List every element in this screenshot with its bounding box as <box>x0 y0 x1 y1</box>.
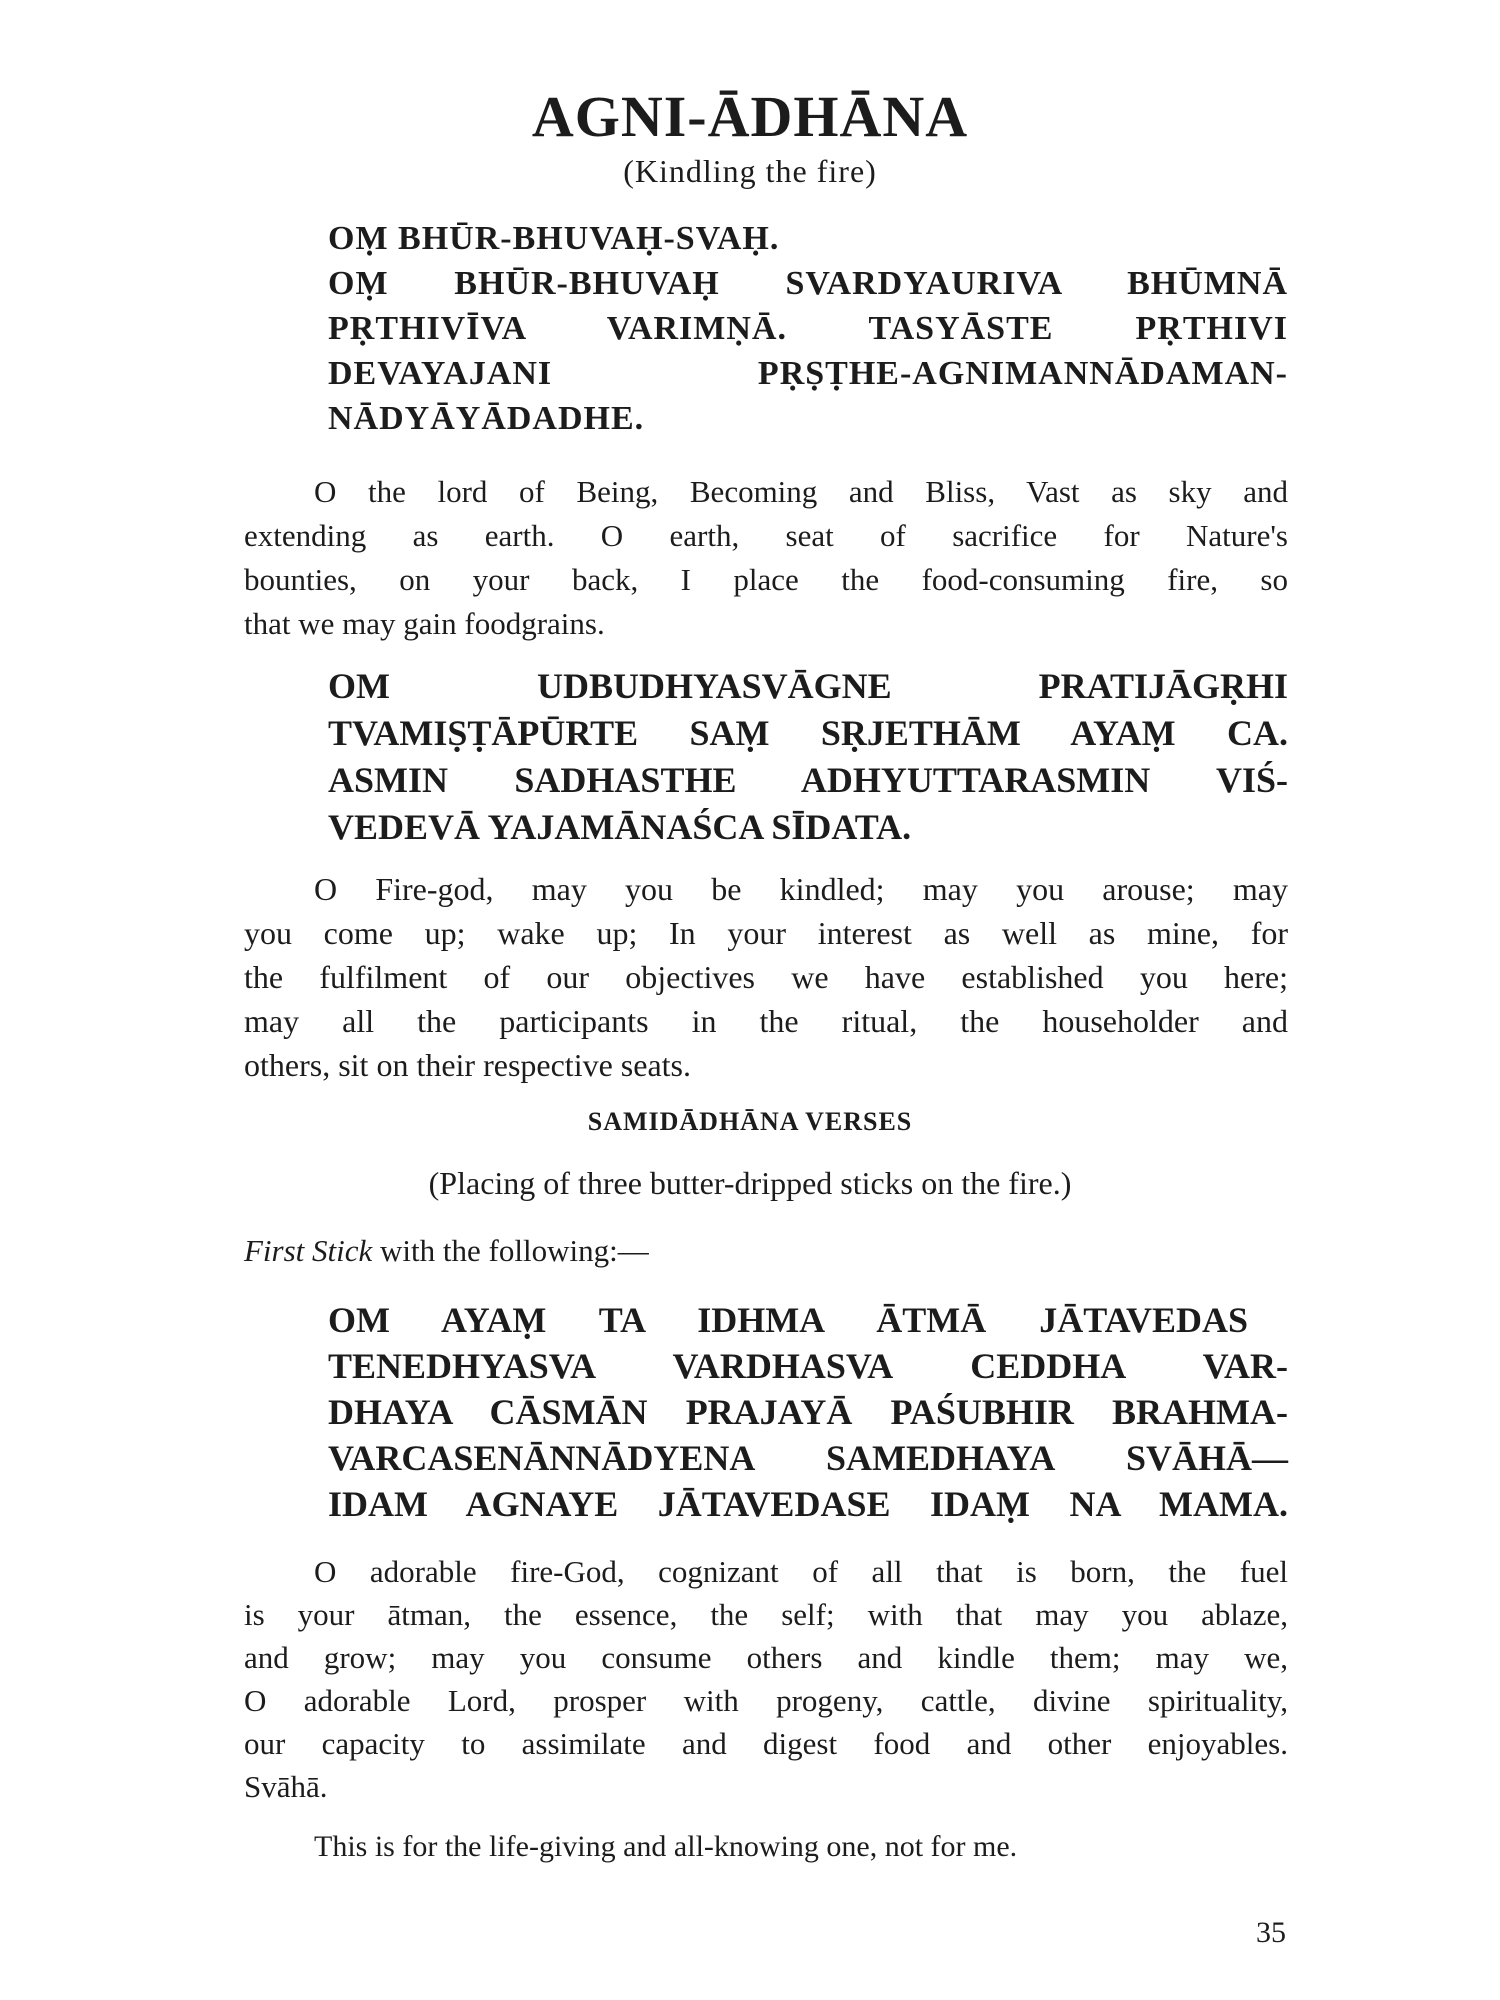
paragraph-line: O adorable fire-God, cognizant of all that is born, the fuel <box>314 1554 1288 1589</box>
mantra-2 <box>328 663 1288 851</box>
paragraph-line: extending as earth. O earth, seat of sacrifice for Nature's <box>244 518 1288 553</box>
first-stick-emphasis: First Stick <box>244 1233 373 1268</box>
paragraph-line: may all the participants in the ritual, the householder and <box>244 1003 1288 1039</box>
verse-line: DHAYA CĀSMĀN PRAJAYĀ PAŚUBHIR BRAHMA- <box>328 1392 1288 1432</box>
verse-line: OṂ BHŪR-BHUVAḤ-SVAḤ. <box>328 220 780 257</box>
closing-line: This is for the life-giving and all-knowing one, not for me. <box>314 1830 1018 1863</box>
verse-line: PṚTHIVĪVA VARIMṆĀ. TASYĀSTE PṚTHIVI <box>328 310 1288 347</box>
first-stick-rest: with the following:— <box>372 1233 649 1268</box>
verse-line: IDAM AGNAYE JĀTAVEDASE IDAṂ NA MAMA. <box>328 1484 1288 1524</box>
verse-line: VARCASENĀNNĀDYENA SAMEDHAYA SVĀHĀ— <box>328 1438 1288 1478</box>
translation-2 <box>244 867 1288 1087</box>
verse-line: ASMIN SADHASTHE ADHYUTTARASMIN VIŚ- <box>328 760 1288 800</box>
verse-line: OM AYAṂ TA IDHMA ĀTMĀ JĀTAVEDAS <box>328 1300 1248 1340</box>
paragraph-line: our capacity to assimilate and digest food and other enjoyables. <box>244 1726 1288 1761</box>
first-stick-label <box>244 1233 649 1269</box>
verse-line: TVAMIṢṬĀPŪRTE SAṂ SṚJETHĀM AYAṂ CA. <box>328 713 1288 753</box>
paragraph-line: others, sit on their respective seats. <box>244 1047 691 1083</box>
paragraph-line: is your ātman, the essence, the self; with that may you ablaze, <box>244 1597 1288 1632</box>
verse-line: NĀDYĀYĀDADHE. <box>328 400 645 437</box>
paragraph-line: O Fire-god, may you be kindled; may you arouse; may <box>314 871 1288 907</box>
paragraph-line: that we may gain foodgrains. <box>244 606 605 641</box>
verse-line: VEDEVĀ YAJAMĀNAŚCA SĪDATA. <box>328 807 912 847</box>
paragraph-line: the fulfilment of our objectives we have established you here; <box>244 959 1288 995</box>
paragraph-line: O the lord of Being, Becoming and Bliss, Vast as sky and <box>314 474 1288 509</box>
page-title: AGNI-ĀDHĀNA <box>531 84 969 149</box>
paragraph-line: and grow; may you consume others and kindle them; may we, <box>244 1640 1288 1675</box>
page-number: 35 <box>1256 1916 1286 1949</box>
paragraph-line: bounties, on your back, I place the food-consuming fire, so <box>244 562 1288 597</box>
mantra-3 <box>328 1297 1288 1527</box>
mantra-1 <box>328 216 1288 441</box>
verse-line: DEVAYAJANI PṚṢṬHE-AGNIMANNĀDAMAN- <box>328 355 1288 392</box>
verse-line: TENEDHYASVA VARDHASVA CEDDHA VAR- <box>328 1346 1288 1386</box>
paragraph-line: O adorable Lord, prosper with progeny, cattle, divine spirituality, <box>244 1683 1288 1718</box>
translation-3 <box>244 1550 1288 1808</box>
section-heading: SAMIDĀDHĀNA VERSES <box>587 1107 913 1136</box>
verse-line: OM UDBUDHYASVĀGNE PRATIJĀGṚHI <box>328 666 1288 706</box>
paragraph-line: you come up; wake up; In your interest as well as mine, for <box>244 915 1288 951</box>
paragraph-line: Svāhā. <box>244 1769 328 1804</box>
verse-line: OṂ BHŪR-BHUVAḤ SVARDYAURIVA BHŪMNĀ <box>328 265 1288 302</box>
translation-1 <box>244 470 1288 646</box>
instruction-text: (Placing of three butter-dripped sticks on the fire.) <box>428 1165 1072 1201</box>
page-subtitle: (Kindling the fire) <box>623 153 877 189</box>
